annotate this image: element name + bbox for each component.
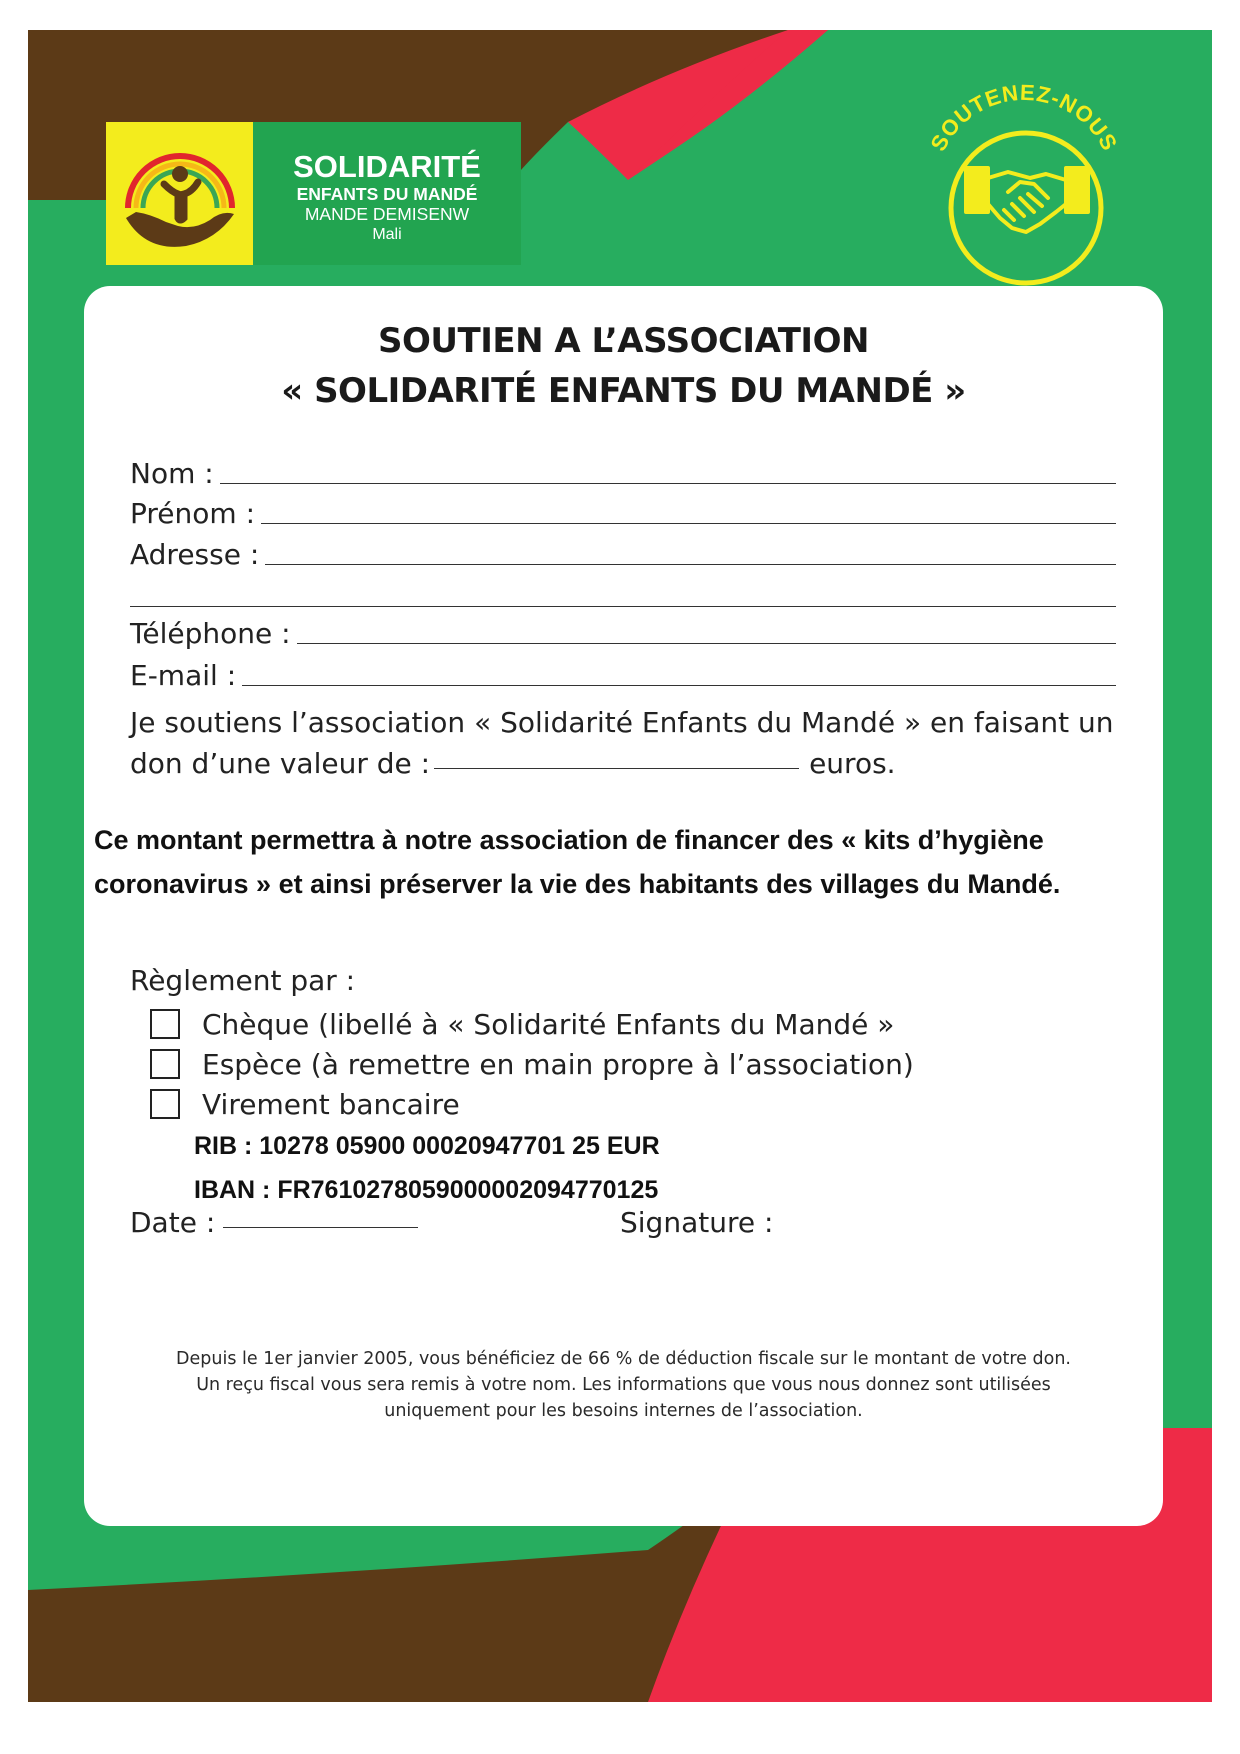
virement-label: Virement bancaire: [202, 1087, 460, 1121]
support-form-card: [84, 286, 1163, 1526]
badge-text: SOUTENEZ-NOUS: [925, 79, 1123, 156]
logo-emblem: [106, 122, 253, 265]
association-logo: [106, 122, 521, 265]
pledge-suffix: euros.: [809, 747, 896, 780]
usage-note-line-2: coronavirus » et ainsi préserver la vie des habitants des villages du Mandé.: [94, 869, 1061, 899]
telephone-label: Téléphone :: [130, 617, 291, 650]
email-field[interactable]: [130, 656, 1116, 692]
payment-option-virement[interactable]: [150, 1086, 460, 1122]
child-hands-sun-emblem-icon: [106, 122, 253, 265]
date-input-line[interactable]: [223, 1227, 418, 1228]
soutenez-nous-badge: [908, 60, 1138, 300]
form-title-line-2: « SOLIDARITÉ ENFANTS DU MANDÉ »: [281, 371, 966, 411]
virement-checkbox[interactable]: [150, 1089, 180, 1119]
pledge-prefix: don d’une valeur de :: [130, 747, 431, 780]
prenom-field[interactable]: [130, 494, 1116, 530]
contact-address: 9 boucle des érables - 57100 Thionville: [693, 1445, 1156, 1473]
telephone-input-line[interactable]: [297, 643, 1116, 644]
prenom-input-line[interactable]: [261, 523, 1116, 524]
donation-amount-input-line[interactable]: [434, 768, 799, 769]
handshake-icon: [966, 168, 1088, 232]
espece-checkbox[interactable]: [150, 1049, 180, 1079]
prenom-label: Prénom :: [130, 497, 256, 530]
nom-input-line[interactable]: [220, 483, 1116, 484]
payment-title: Règlement par :: [130, 964, 356, 997]
form-title: [84, 316, 1163, 416]
signature-label: Signature :: [620, 1206, 774, 1239]
adresse-input-line[interactable]: [265, 564, 1116, 565]
iban-text: IBAN : FR7610278059000002094770125: [194, 1176, 659, 1204]
footnote-line-1: Depuis le 1er janvier 2005, vous bénéficiez de 66 % de déduction fiscale sur le montant de votre don.: [176, 1349, 1071, 1369]
contact-phone: 03 82 82 86 16: [976, 1478, 1156, 1506]
cheque-checkbox[interactable]: [150, 1009, 180, 1039]
adresse-label: Adresse :: [130, 538, 260, 571]
telephone-field[interactable]: [130, 614, 1116, 650]
footnote-line-3: uniquement pour les besoins internes de l’association.: [384, 1401, 863, 1421]
rib-text: RIB : 10278 05900 00020947701 25 EUR: [194, 1132, 660, 1160]
date-label: Date :: [130, 1206, 216, 1239]
flyer-background: [28, 30, 1212, 1702]
form-title-line-1: SOUTIEN A L’ASSOCIATION: [378, 321, 869, 361]
svg-text:SOUTENEZ-NOUS: [925, 80, 1122, 155]
adresse-extra-line[interactable]: [130, 606, 1116, 607]
pledge-line-1: Je soutiens l’association « Solidarité Enfants du Mandé » en faisant un: [130, 706, 1114, 739]
adresse-field[interactable]: [130, 535, 1116, 571]
logo-country: Mali: [372, 226, 402, 243]
pledge-line-2: [130, 747, 896, 780]
cheque-label: Chèque (libellé à « Solidarité Enfants du Mandé »: [202, 1007, 895, 1041]
contact-name: « Solidarité enfants du Mandé »: [781, 1412, 1156, 1440]
logo-name: SOLIDARITÉ: [293, 149, 481, 184]
contact-block: [694, 1410, 1156, 1509]
logo-subtitle-2: MANDE DEMISENW: [304, 204, 470, 224]
usage-note-line-1: Ce montant permettra à notre association de financer des « kits d’hygiène: [94, 825, 1044, 855]
nom-field[interactable]: [130, 454, 1116, 490]
date-field[interactable]: [130, 1206, 418, 1239]
signature-field[interactable]: [620, 1206, 773, 1239]
nom-label: Nom :: [130, 457, 214, 490]
usage-note: [94, 818, 1154, 906]
espece-label: Espèce (à remettre en main propre à l’association): [202, 1047, 914, 1081]
payment-option-cheque[interactable]: [150, 1006, 894, 1042]
payment-option-espece[interactable]: [150, 1046, 914, 1082]
logo-text: [253, 122, 521, 265]
logo-subtitle: ENFANTS DU MANDÉ: [296, 184, 478, 204]
email-label: E-mail :: [130, 659, 237, 692]
footnote-line-2: Un reçu fiscal vous sera remis à votre nom. Les informations que vous nous donnez sont utilisées: [196, 1375, 1051, 1395]
email-input-line[interactable]: [242, 685, 1116, 686]
